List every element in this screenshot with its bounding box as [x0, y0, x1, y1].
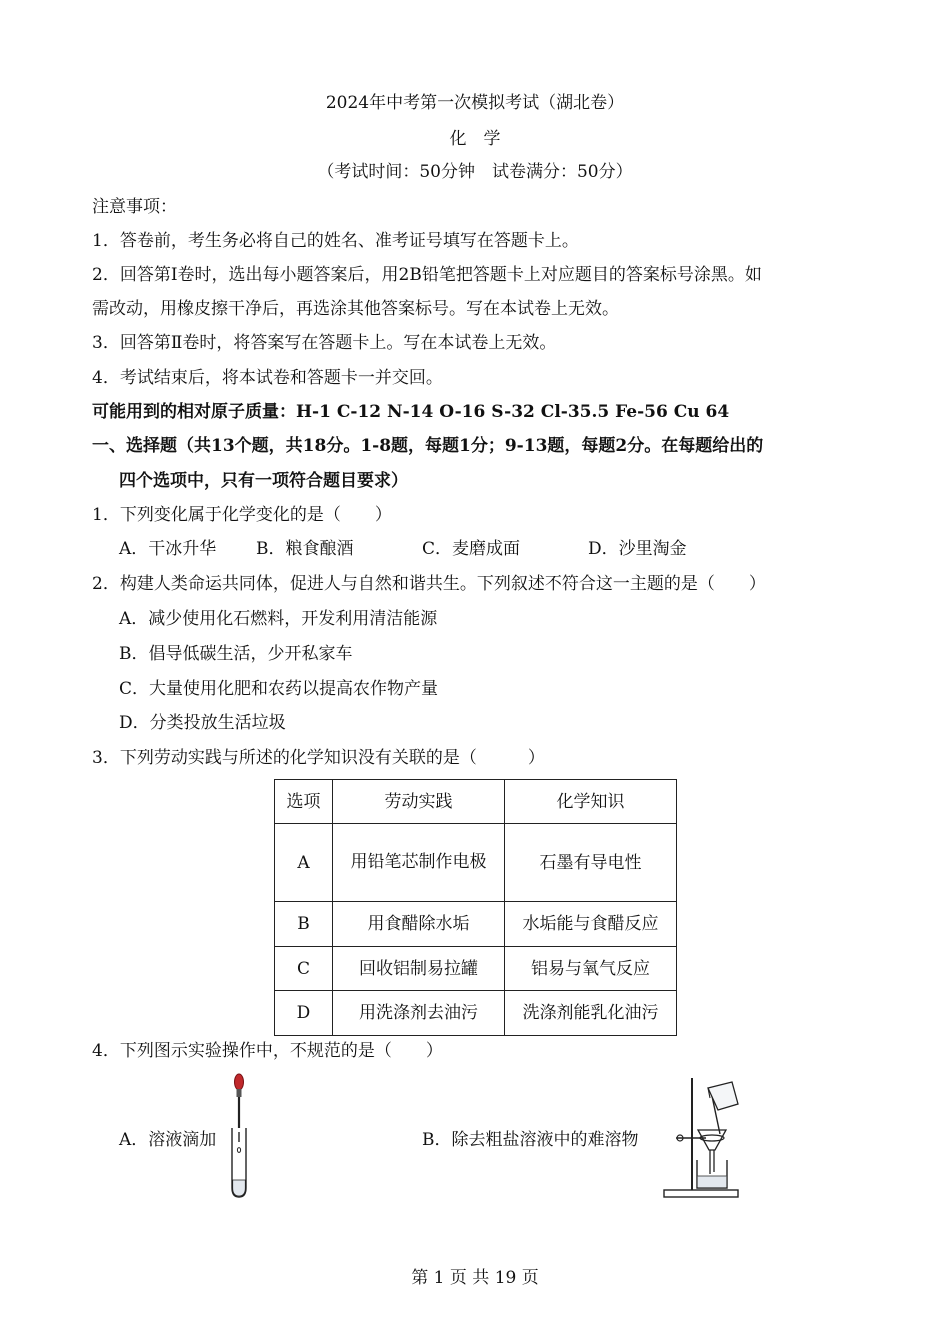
q2-option-d: D．分类投放生活垃圾 — [119, 713, 286, 733]
q1-option-d: D．沙里淘金 — [588, 539, 687, 559]
dropper-test-tube-illustration — [222, 1070, 256, 1200]
q2-stem: 2．构建人类命运共同体，促进人与自然和谐共生。下列叙述不符合这一主题的是（ ） — [92, 574, 766, 594]
q1-stem: 1．下列变化属于化学变化的是（ ） — [92, 505, 392, 525]
q3-table — [274, 779, 677, 1036]
q3-row-b-practice: 用食醋除水垢 — [333, 902, 505, 947]
stand-base — [664, 1190, 738, 1197]
notes-heading: 注意事项： — [92, 197, 177, 217]
q1-option-a: A．干冰升华 — [119, 539, 217, 559]
q2-option-b: B．倡导低碳生活，少开私家车 — [119, 644, 353, 664]
q3-row-a-knowledge: 石墨有导电性 — [505, 824, 677, 902]
liquid-drop — [237, 1148, 240, 1153]
section1-heading-cont: 四个选项中，只有一项符合题目要求） — [119, 471, 408, 491]
beaker-liquid — [698, 1176, 727, 1187]
section1-heading: 一、选择题（共13个题，共18分。1-8题，每题1分；9-13题，每题2分。在每题给出的 — [92, 436, 764, 456]
subject-title: 化 学 — [449, 129, 501, 149]
exam-title: 2024年中考第一次模拟考试（湖北卷） — [325, 93, 625, 113]
q3-header-option: 选项 — [275, 780, 333, 824]
pouring-beaker — [708, 1082, 738, 1110]
note-item-3: 3．回答第Ⅱ卷时，将答案写在答题卡上。写在本试卷上无效。 — [92, 333, 557, 353]
q4-option-a: A．溶液滴加 — [119, 1130, 217, 1150]
q3-header-knowledge: 化学知识 — [505, 780, 677, 824]
atomic-masses: 可能用到的相对原子质量：H-1 C-12 N-14 O-16 S-32 Cl-35.5 Fe-56 Cu 64 — [92, 402, 730, 422]
note-item-2-cont: 需改动，用橡皮擦干净后，再选涂其他答案标号。写在本试卷上无效。 — [92, 299, 619, 319]
q3-row-a-practice: 用铅笔芯制作电极 — [333, 824, 505, 902]
q3-row-d-option: D — [275, 991, 333, 1036]
filtration-apparatus-illustration — [662, 1074, 746, 1200]
note-item-1: 1．答卷前，考生务必将自己的姓名、准考证号填写在答题卡上。 — [92, 231, 579, 251]
q3-row-c-practice: 回收铝制易拉罐 — [333, 947, 505, 991]
q3-row-b-knowledge: 水垢能与食醋反应 — [505, 902, 677, 947]
q3-row-a-option: A — [275, 824, 333, 902]
q3-row-d-practice: 用洗涤剂去油污 — [333, 991, 505, 1036]
liquid-in-tube — [233, 1180, 246, 1196]
q1-option-b: B．粮食酿酒 — [256, 539, 354, 559]
q2-option-c: C．大量使用化肥和农药以提高农作物产量 — [119, 679, 439, 699]
note-item-2: 2．回答第Ⅰ卷时，选出每小题答案后，用2B铅笔把答题卡上对应题目的答案标号涂黑。如 — [92, 265, 762, 285]
q4-option-b: B．除去粗盐溶液中的难溶物 — [422, 1130, 639, 1150]
dropper-bulb — [235, 1074, 244, 1090]
q3-row-b-option: B — [275, 902, 333, 947]
note-item-4: 4．考试结束后，将本试卷和答题卡一并交回。 — [92, 368, 443, 388]
page-footer: 第 1 页 共 19 页 — [411, 1268, 539, 1288]
exam-info: （考试时间：50分钟 试卷满分：50分） — [317, 162, 633, 182]
q3-row-d-knowledge: 洗涤剂能乳化油污 — [505, 991, 677, 1036]
q2-option-a: A．减少使用化石燃料，开发利用清洁能源 — [119, 609, 438, 629]
q3-header-practice: 劳动实践 — [333, 780, 505, 824]
q3-row-c-option: C — [275, 947, 333, 991]
q3-row-c-knowledge: 铝易与氧气反应 — [505, 947, 677, 991]
q3-stem: 3．下列劳动实践与所述的化学知识没有关联的是（ ） — [92, 748, 545, 768]
dropper-collar — [237, 1089, 242, 1097]
q4-stem: 4．下列图示实验操作中，不规范的是（ ） — [92, 1041, 443, 1061]
q1-option-c: C．麦磨成面 — [422, 539, 521, 559]
